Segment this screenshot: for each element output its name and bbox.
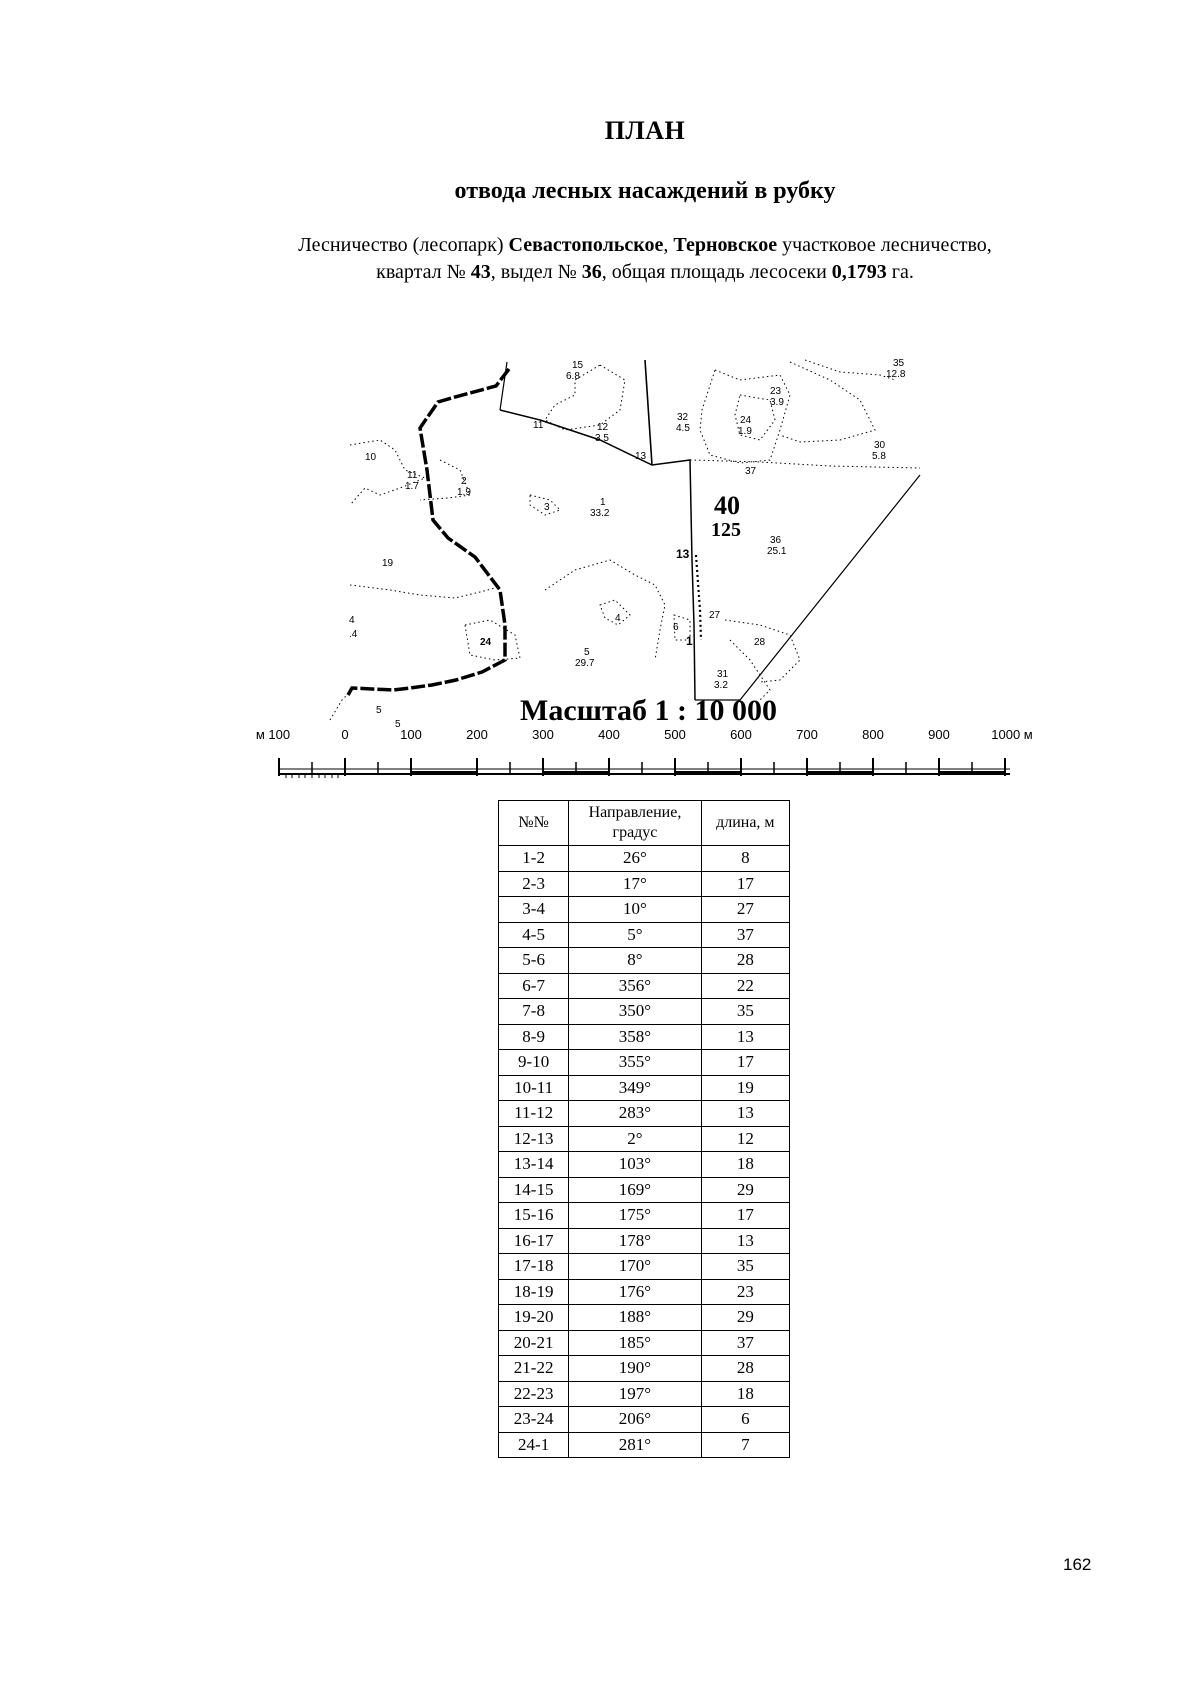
length-cell: 37 [701,922,789,948]
table-row [499,1152,790,1178]
desc-area: 0,1793 [831,261,887,283]
allotment-label: 36 [770,535,782,546]
allotment-label: 12.8 [886,369,906,380]
allotment-label: 6.8 [566,371,580,382]
desc-text: , [663,234,674,256]
allotment-boundary [545,365,625,430]
allotment-label: 23 [770,386,782,397]
segment-cell: 5-6 [499,948,569,974]
allotment-label: 19 [382,558,394,569]
direction-cell: 2° [569,1126,701,1152]
desc-text: Лесничество (лесопарк) [298,234,509,256]
segment-cell: 2-3 [499,871,569,897]
allotment-label: 4.5 [676,423,690,434]
table-row [499,1254,790,1280]
table-row [499,846,790,872]
length-cell: 29 [701,1305,789,1331]
length-cell: 29 [701,1177,789,1203]
allotment-label: 5 [395,719,401,730]
segment-cell: 19-20 [499,1305,569,1331]
scale-tick-label: 800 [862,727,884,742]
scale-bar [278,758,1010,778]
allotment-label: 11 [533,420,544,431]
length-cell: 13 [701,1024,789,1050]
table-row [499,1177,790,1203]
direction-cell: 355° [569,1050,701,1076]
table-header-row [499,801,790,846]
allotment-label: 33.2 [590,508,610,519]
length-cell: 17 [701,1050,789,1076]
direction-cell: 185° [569,1330,701,1356]
allotment-label: 15 [572,360,584,371]
quarter-number: 40 [714,491,740,520]
table-row [499,1101,790,1127]
table-body [499,846,790,1458]
scale-tick-label: 1000 м [991,727,1033,742]
scale-tick-label: 700 [796,727,818,742]
column-header: Направление, градус [569,801,701,846]
allotment-label: 13 [635,451,647,462]
allotment-label: 11 [407,470,418,481]
allotment-label: 28 [754,637,766,648]
allotment-label: 24 [740,415,752,426]
table-row [499,973,790,999]
allotment-boundary [545,560,665,660]
scale-filled-segment [939,771,1005,775]
length-cell: 17 [701,871,789,897]
column-header: №№ [499,801,569,846]
allotment-label: 32 [677,412,689,423]
desc-text: га. [886,261,914,283]
cutting-area-point: 1 [686,634,693,648]
length-cell: 17 [701,1203,789,1229]
direction-cell: 170° [569,1254,701,1280]
allotment-label: 29.7 [575,658,595,669]
table-row [499,1356,790,1382]
allotment-label: 4 [615,613,621,624]
direction-cell: 103° [569,1152,701,1178]
segment-cell: 8-9 [499,1024,569,1050]
length-cell: 12 [701,1126,789,1152]
segment-cell: 12-13 [499,1126,569,1152]
length-cell: 35 [701,999,789,1025]
allotment-label: 5 [376,705,382,716]
length-cell: 18 [701,1152,789,1178]
allotment-label: 1.7 [405,481,419,492]
length-cell: 6 [701,1407,789,1433]
direction-cell: 281° [569,1432,701,1458]
scale-filled-segment [411,771,477,775]
quarter-boundary [500,410,695,700]
segment-cell: 18-19 [499,1279,569,1305]
length-cell: 23 [701,1279,789,1305]
segment-cell: 23-24 [499,1407,569,1433]
allotment-label: 3.9 [770,397,784,408]
page-number: 162 [1063,1555,1092,1574]
allotment-label: 1.9 [738,426,752,437]
allotment-boundary [350,585,495,598]
table-row [499,1203,790,1229]
length-cell: 35 [701,1254,789,1280]
table-row [499,1305,790,1331]
allotment-label: 37 [745,466,757,477]
scale-tick-label: 300 [532,727,554,742]
quarter-area: 125 [711,519,741,541]
allotment-label: 3.2 [714,680,728,691]
length-cell: 27 [701,897,789,923]
document-title: ПЛАН [604,116,686,145]
table-row [499,1228,790,1254]
allotment-label: 35 [893,358,905,369]
desc-quarter: 43 [470,261,491,283]
forest-map [0,0,1200,800]
table-row [499,1279,790,1305]
scale-tick-label: 900 [928,727,950,742]
scale-filled-segment [675,771,741,775]
scale-tick-label: 600 [730,727,752,742]
desc-text: участковое лесничество, [777,234,992,256]
column-header: длина, м [701,801,789,846]
length-cell: 8 [701,846,789,872]
allotment-label: 30 [874,440,886,451]
allotment-boundary [805,360,895,380]
length-cell: 28 [701,1356,789,1382]
scale-title: Масштаб 1 : 10 000 [520,694,778,727]
direction-cell: 358° [569,1024,701,1050]
scale-tick-label: 100 [400,727,422,742]
quarter-boundary [645,360,652,465]
table-row [499,1381,790,1407]
direction-cell: 26° [569,846,701,872]
length-cell: 18 [701,1381,789,1407]
scale-tick-label: 400 [598,727,620,742]
segment-cell: 4-5 [499,922,569,948]
segment-cell: 22-23 [499,1381,569,1407]
direction-cell: 188° [569,1305,701,1331]
allotment-label: .4 [349,629,358,640]
segment-cell: 17-18 [499,1254,569,1280]
scale-filled-segment [807,771,873,775]
table-row [499,897,790,923]
table-row [499,922,790,948]
direction-cell: 178° [569,1228,701,1254]
direction-cell: 169° [569,1177,701,1203]
segment-cell: 20-21 [499,1330,569,1356]
segment-cell: 6-7 [499,973,569,999]
segment-cell: 24-1 [499,1432,569,1458]
table-row [499,1126,790,1152]
scale-tick-label: 500 [664,727,686,742]
segment-cell: 21-22 [499,1356,569,1382]
allotment-boundary [465,620,520,660]
segment-cell: 13-14 [499,1152,569,1178]
segment-cell: 1-2 [499,846,569,872]
segment-cell: 14-15 [499,1177,569,1203]
document-subtitle: отвода лесных насаждений в рубку [454,178,836,204]
allotment-label: 1 [600,497,606,508]
table-row [499,1075,790,1101]
allotment-label: 4 [349,615,355,626]
allotment-label: 5.8 [872,451,886,462]
length-cell: 13 [701,1228,789,1254]
table-row [499,1407,790,1433]
direction-cell: 17° [569,871,701,897]
segment-cell: 3-4 [499,897,569,923]
allotment-label: 5 [584,647,590,658]
allotment-label: 3 [544,502,550,513]
desc-text: , общая площадь лесосеки [601,261,832,283]
allotment-label: 6 [673,622,679,633]
allotment-label: 25.1 [767,546,787,557]
length-cell: 13 [701,1101,789,1127]
scale-tick-label: 200 [466,727,488,742]
segment-cell: 16-17 [499,1228,569,1254]
direction-cell: 350° [569,999,701,1025]
direction-cell: 349° [569,1075,701,1101]
length-cell: 37 [701,1330,789,1356]
desc-district: Терновское [673,234,778,256]
direction-cell: 197° [569,1381,701,1407]
direction-cell: 206° [569,1407,701,1433]
table-row [499,948,790,974]
desc-forestry: Севастопольское [508,234,664,256]
allotment-label: 1.9 [457,487,471,498]
segment-cell: 10-11 [499,1075,569,1101]
desc-allotment: 36 [581,261,602,283]
direction-cell: 175° [569,1203,701,1229]
direction-cell: 8° [569,948,701,974]
scale-filled-segment [543,771,609,775]
table-row [499,871,790,897]
allotment-boundary [780,362,875,442]
desc-text: квартал № [376,261,471,283]
table-row [499,1330,790,1356]
segment-cell: 9-10 [499,1050,569,1076]
allotment-label: 10 [365,452,377,463]
allotment-label: 2 [461,476,467,487]
direction-cell: 176° [569,1279,701,1305]
segment-cell: 11-12 [499,1101,569,1127]
table-row [499,1024,790,1050]
direction-cell: 190° [569,1356,701,1382]
direction-cell: 356° [569,973,701,999]
allotment-label: 3.5 [595,433,609,444]
table-row [499,999,790,1025]
table-row [499,1432,790,1458]
allotment-label: 13 [676,547,690,561]
segment-cell: 7-8 [499,999,569,1025]
length-cell: 28 [701,948,789,974]
table-row [499,1050,790,1076]
length-cell: 19 [701,1075,789,1101]
allotment-label: 31 [717,669,729,680]
directions-table [498,800,790,1458]
allotment-label: 27 [709,610,721,621]
allotment-label: 12 [597,422,609,433]
allotment-label: 24 [480,637,492,648]
direction-cell: 5° [569,922,701,948]
cutting-area-outline [696,555,701,640]
length-cell: 22 [701,973,789,999]
length-cell: 7 [701,1432,789,1458]
quarter-boundary [500,362,507,410]
scale-tick-label: 0 [341,727,349,742]
desc-text: , выдел № [490,261,582,283]
direction-cell: 10° [569,897,701,923]
direction-cell: 283° [569,1101,701,1127]
segment-cell: 15-16 [499,1203,569,1229]
scale-tick-label: м 100 [255,727,291,742]
